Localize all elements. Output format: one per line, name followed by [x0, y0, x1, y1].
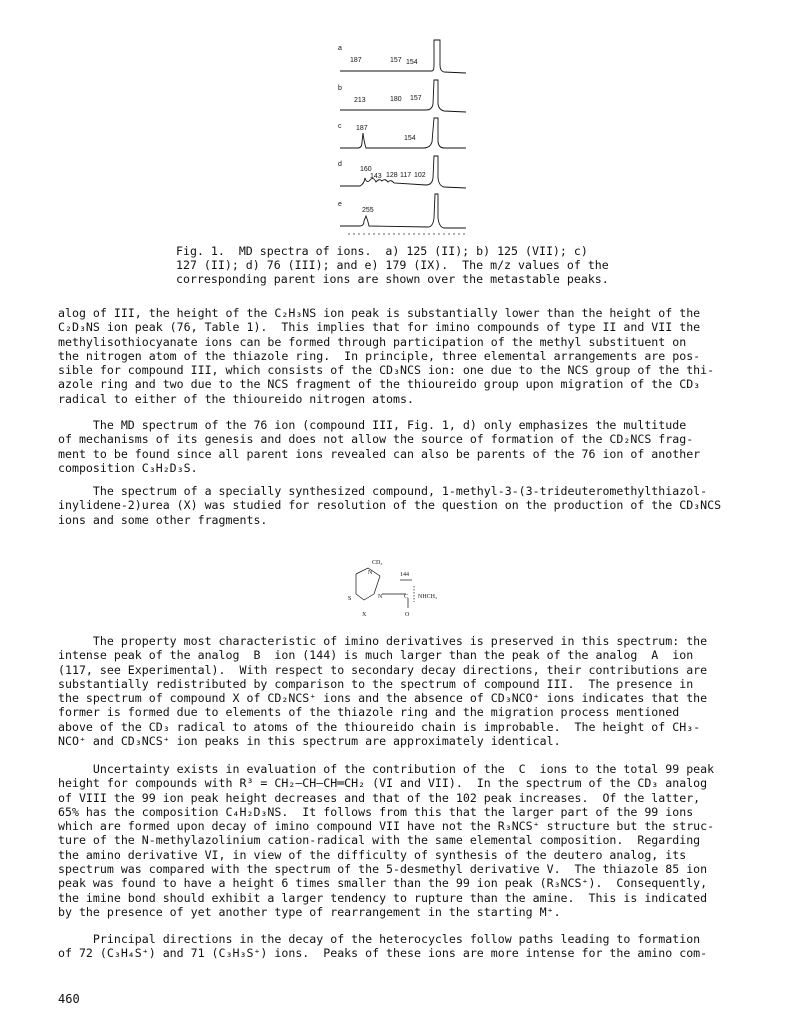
- paragraph-5: Uncertainty exists in evaluation of the contribution of the C ions to the total 99 peak height for compounds with R³ = CH₂–CH–CH═CH₂ (VI and VII). In the spectrum of the CD₃ analog of VIII the 99 ion peak height decreases and that of the 102 peak increases. Of the latter, 65% has the composition C₄H₂D₃NS. It follows from this that the larger part of the 99 ions which are formed upon decay of imino compound VII have not the R₃NCS⁺ structure but the struc- ture of the N-methylazolinium cation-radical with the same elemental composition. Regarding the amino derivative VI, in view of the difficulty of synthesis of the deutero analog, its spectrum was compared with the spectrum of the 5-desmethyl derivative V. The thiazole 85 ion peak was found to have a height 6 times smaller than the 99 ion peak (R₃NCS⁺). Consequently, the imine bond should exhibit a larger tendency to rupture than the amine. This is indicated by the presence of yet another type of rearrangement in the starting M⁺.: [58, 762, 715, 919]
- o-label: O: [405, 612, 410, 618]
- panel-b-letter: b: [338, 85, 342, 92]
- mass-label: 144: [400, 572, 409, 578]
- page-number: 460: [58, 992, 80, 1006]
- n1-label: N: [368, 570, 373, 576]
- peak-label: 157: [390, 57, 402, 64]
- paragraph-2: The MD spectrum of the 76 ion (compound III, Fig. 1, d) only emphasizes the multitude of mechanisms of its genesis and does not allow the source of formation of the CD₂NCS frag- ment to be found since all parent ions revealed can also be parents of the 76 ion of another composition C₃H₂D₃S.: [58, 418, 701, 475]
- n2-label: N: [378, 594, 383, 600]
- peak-label: 187: [350, 57, 362, 64]
- peak-label: 128: [386, 172, 398, 179]
- ring-bond: [356, 574, 374, 600]
- spectrum-trace-c: [340, 118, 466, 148]
- paragraph-1: alog of III, the height of the C₂H₃NS ion peak is substantially lower than the height of the C₂D₃NS ion peak (76, Table 1). This implies that for imino compounds of type II and VII the methylisothiocyanate ions can be formed through participation of the methyl substituent on the nitrogen atom of the thiazole ring. In principle, three elemental arrangements are pos- sible for compound III, which consists of the CD₃NCS ion: one due to the NCS group of the thi- azole ring and two due to the NCS fragment of the thioureido group upon migration of the CD₃ radical to either of the thioureido nitrogen atoms.: [58, 306, 715, 406]
- structure-compound-x: [342, 556, 452, 618]
- panel-e-letter: e: [338, 201, 342, 208]
- figure-caption: Fig. 1. MD spectra of ions. a) 125 (II); b) 125 (VII); c) 127 (II); d) 76 (III); and e) 179 (IX). The m/z values of the corresponding parent ions are shown over the metastable peaks.: [176, 244, 609, 287]
- compound-label: X: [362, 612, 367, 618]
- nhch3-label: NHCH₃: [418, 594, 438, 600]
- md-spectra-svg: [338, 38, 478, 238]
- peak-label: 160: [360, 166, 372, 173]
- cd3-label: CD₃: [372, 560, 383, 566]
- panel-a-letter: a: [338, 45, 342, 52]
- paragraph-6: Principal directions in the decay of the heterocycles follow paths leading to formation of 72 (C₃H₄S⁺) and 71 (C₃H₃S⁺) ions. Peaks of these ions are more intense for the amino com-: [58, 932, 708, 961]
- peak-label: 117: [400, 172, 412, 179]
- peak-label: 180: [390, 96, 402, 103]
- peak-label: 154: [406, 59, 418, 66]
- paragraph-3: The spectrum of a specially synthesized compound, 1-methyl-3-(3-trideuteromethylthiazol- inylidene-2)urea (X) was studied for resolution of the question on the production of the CD₃NCS ions and some other fragments.: [58, 484, 722, 527]
- panel-c-letter: c: [338, 123, 342, 130]
- figure-1: [338, 38, 478, 238]
- peak-label: 213: [354, 97, 366, 104]
- peak-label: 154: [404, 135, 416, 142]
- spectrum-trace-b: [340, 80, 466, 112]
- peak-label: 102: [414, 172, 426, 179]
- c-label: C: [404, 594, 409, 600]
- paragraph-4: The property most characteristic of imino derivatives is preserved in this spectrum: the intense peak of the analog B ion (144) is much larger than the peak of the analog A ion (117, see Experimental). With respect to secondary decay directions, their contributions are substantially redistributed by comparison to the spectrum of compound III. The presence in the spectrum of compound X of CD₂NCS⁺ ions and the absence of CD₃NCO⁺ ions indicates that the former is formed due to elements of the thiazole ring and the migration process mentioned above of the CD₃ radical to atoms of the thioureido chain is improbable. The height of CH₃- NCO⁺ and CD₃NCS⁺ ion peaks in this spectrum are approximately identical.: [58, 634, 708, 749]
- peak-label: 187: [356, 125, 368, 132]
- panel-d-letter: d: [338, 161, 342, 168]
- s-label: S: [348, 596, 352, 602]
- peak-label: 255: [362, 207, 374, 214]
- peak-label: 143: [370, 173, 382, 180]
- spectrum-trace-e: [340, 194, 466, 228]
- peak-label: 157: [410, 95, 422, 102]
